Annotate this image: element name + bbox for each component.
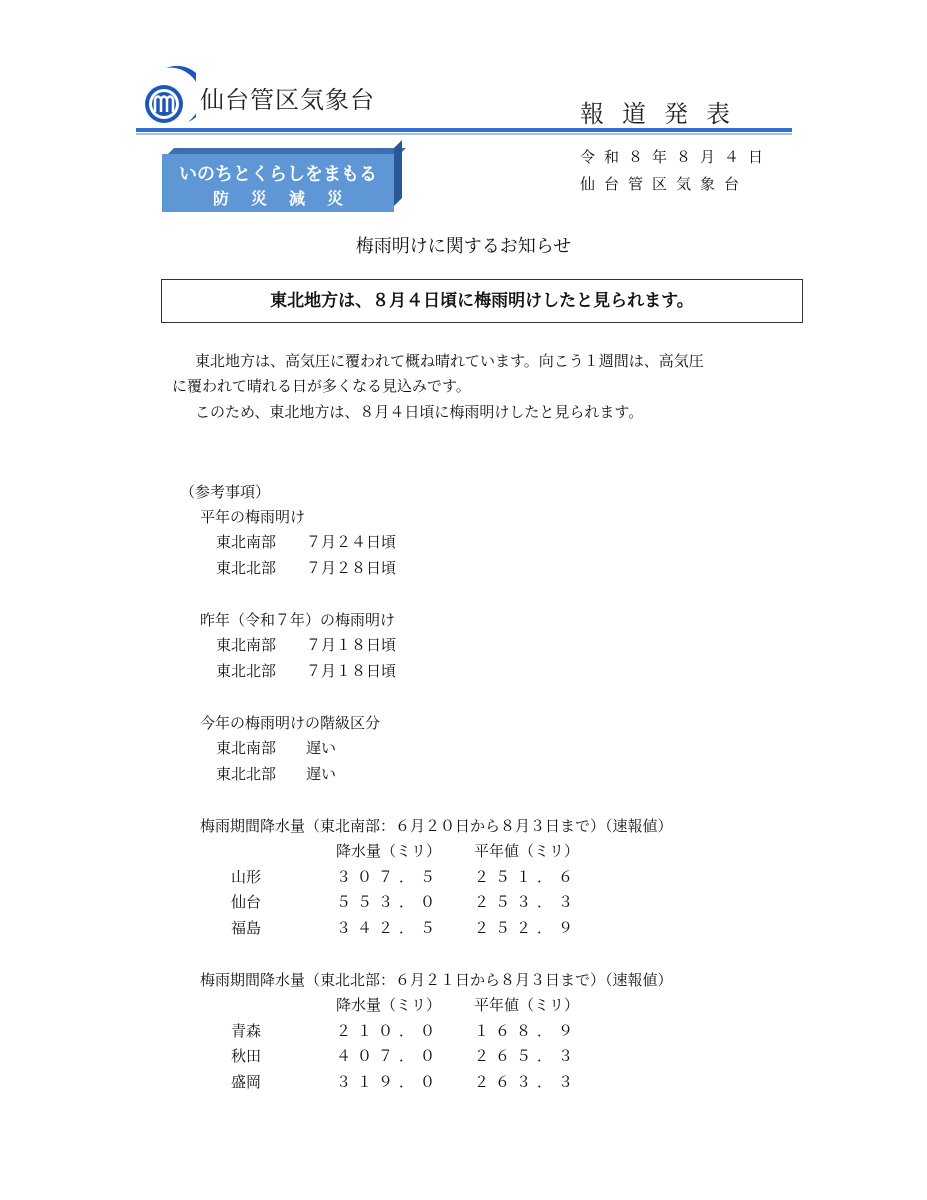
agency-logo-icon: [136, 66, 196, 132]
rain-normal: ２５３．３: [474, 893, 580, 911]
class-region: 東北南部: [216, 739, 277, 757]
class-region: 東北北部: [216, 765, 277, 783]
agency-name: 仙台管区気象台: [200, 86, 375, 114]
last-year-end-date: ７月１８日頃: [306, 636, 397, 654]
header-rule: [136, 128, 792, 132]
rain-city: 青森: [231, 1022, 262, 1040]
rain-amount: ３４２．５: [336, 919, 442, 937]
rain-amount: ３０７．５: [336, 868, 442, 886]
slogan-line-1: いのちとくらしをまもる: [179, 164, 377, 185]
last-year-end-date: ７月１８日頃: [306, 662, 397, 680]
last-year-end-region: 東北北部: [216, 662, 277, 680]
rain-normal: １６８．９: [474, 1022, 580, 1040]
slogan-block-side: [394, 140, 402, 206]
rain-north-label: 梅雨期間降水量（東北北部：６月２１日から８月３日まで）（速報値）: [200, 971, 673, 989]
body-paragraph-2: このため、東北地方は、８月４日頃に梅雨明けしたと見られます。: [195, 403, 644, 421]
rain-amount: ２１０．０: [336, 1022, 442, 1040]
rain-city: 秋田: [231, 1047, 262, 1065]
class-label: 今年の梅雨明けの階級区分: [200, 714, 381, 732]
rain-amount: ４０７．０: [336, 1047, 442, 1065]
normal-end-region: 東北南部: [216, 533, 277, 551]
rain-col-normal-header: 平年値（ミリ）: [474, 996, 580, 1014]
normal-end-date: ７月２４日頃: [306, 533, 397, 551]
rain-city: 仙台: [231, 893, 262, 911]
rain-city: 盛岡: [231, 1073, 262, 1091]
last-year-end-region: 東北南部: [216, 636, 277, 654]
slogan-line-2: 防災減災: [212, 189, 365, 208]
rain-col-normal-header: 平年値（ミリ）: [474, 842, 580, 860]
press-release-label: 報道発表: [580, 100, 748, 128]
headline-box: 東北地方は、８月４日頃に梅雨明けしたと見られます。: [161, 279, 803, 323]
rain-amount: ３１９．０: [336, 1073, 442, 1091]
header-rule-light: [136, 133, 792, 135]
body-paragraph-1-line-2: に覆われて晴れる日が多くなる見込みです。: [172, 377, 471, 395]
reference-heading: （参考事項）: [180, 483, 271, 501]
rain-normal: ２５１．６: [474, 868, 580, 886]
body-paragraph-1-line-1: 東北地方は、高気圧に覆われて概ね晴れています。向こう１週間は、高気圧: [195, 352, 704, 370]
rain-amount: ５５３．０: [336, 893, 442, 911]
issue-date: 令和８年８月４日: [580, 148, 773, 166]
rain-city: 福島: [231, 919, 262, 937]
normal-end-label: 平年の梅雨明け: [200, 508, 306, 526]
rain-city: 山形: [231, 868, 262, 886]
issuer-name: 仙台管区気象台: [580, 175, 749, 193]
rain-normal: ２６３．３: [474, 1073, 580, 1091]
rain-col-amount-header: 降水量（ミリ）: [336, 842, 442, 860]
rain-normal: ２５２．９: [474, 919, 580, 937]
document-title: 梅雨明けに関するお知らせ: [355, 236, 572, 257]
rain-south-label: 梅雨期間降水量（東北南部：６月２０日から８月３日まで）（速報値）: [200, 817, 673, 835]
last-year-end-label: 昨年（令和７年）の梅雨明け: [200, 611, 396, 629]
class-value: 遅い: [306, 739, 337, 757]
normal-end-date: ７月２８日頃: [306, 559, 397, 577]
rain-normal: ２６５．３: [474, 1047, 580, 1065]
rain-col-amount-header: 降水量（ミリ）: [336, 996, 442, 1014]
slogan-block-face: [162, 154, 394, 212]
class-value: 遅い: [306, 765, 337, 783]
normal-end-region: 東北北部: [216, 559, 277, 577]
disaster-prevention-slogan: [162, 148, 408, 214]
